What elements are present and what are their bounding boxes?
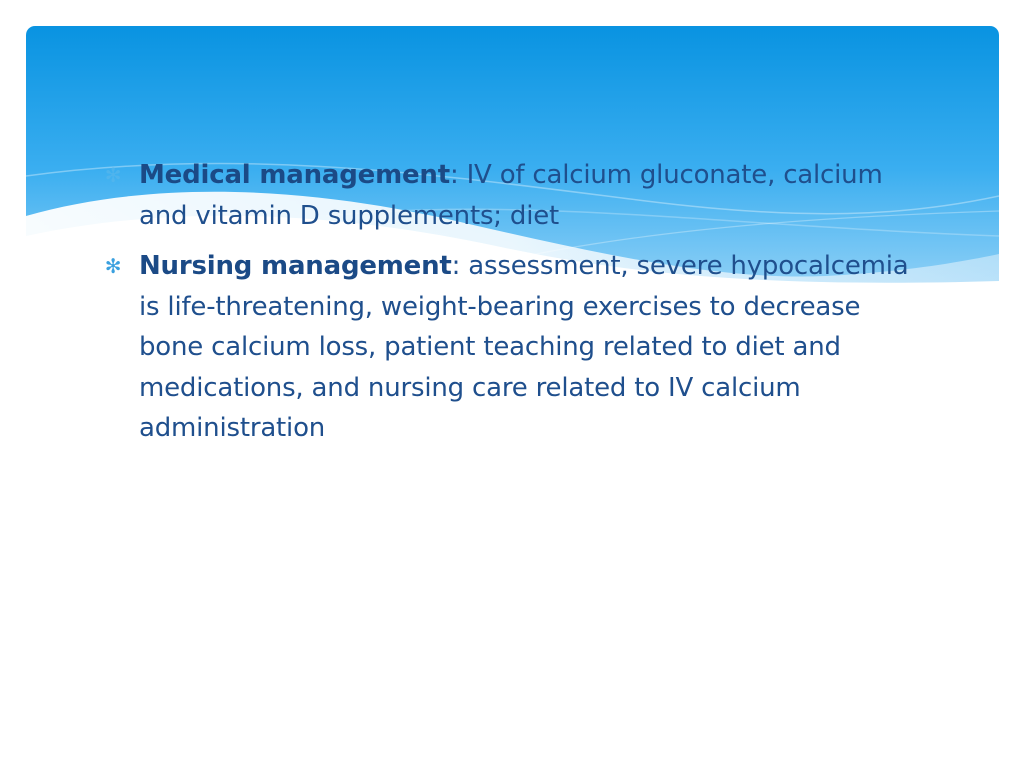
bullet-medical-management — [104, 155, 924, 236]
bullet-nursing-management — [104, 246, 924, 449]
term-separator: : — [449, 160, 459, 190]
bullet-text: assessment, severe hypocalcemia is life-threatening, weight-bearing exercises to decrease bone calcium loss, patient teaching related to diet and medications, and nursing care related to IV calcium administration — [139, 251, 909, 443]
bullet-term: Medical management — [139, 160, 450, 190]
term-separator: : — [451, 251, 461, 281]
bullet-text: IV of calcium gluconate, calcium and vitamin D supplements; diet — [139, 160, 883, 231]
asterisk-bullet-icon: ✻ — [104, 254, 122, 278]
asterisk-bullet-icon: ✻ — [104, 163, 122, 187]
bullet-term: Nursing management — [139, 251, 452, 281]
bullet-list — [104, 155, 924, 459]
